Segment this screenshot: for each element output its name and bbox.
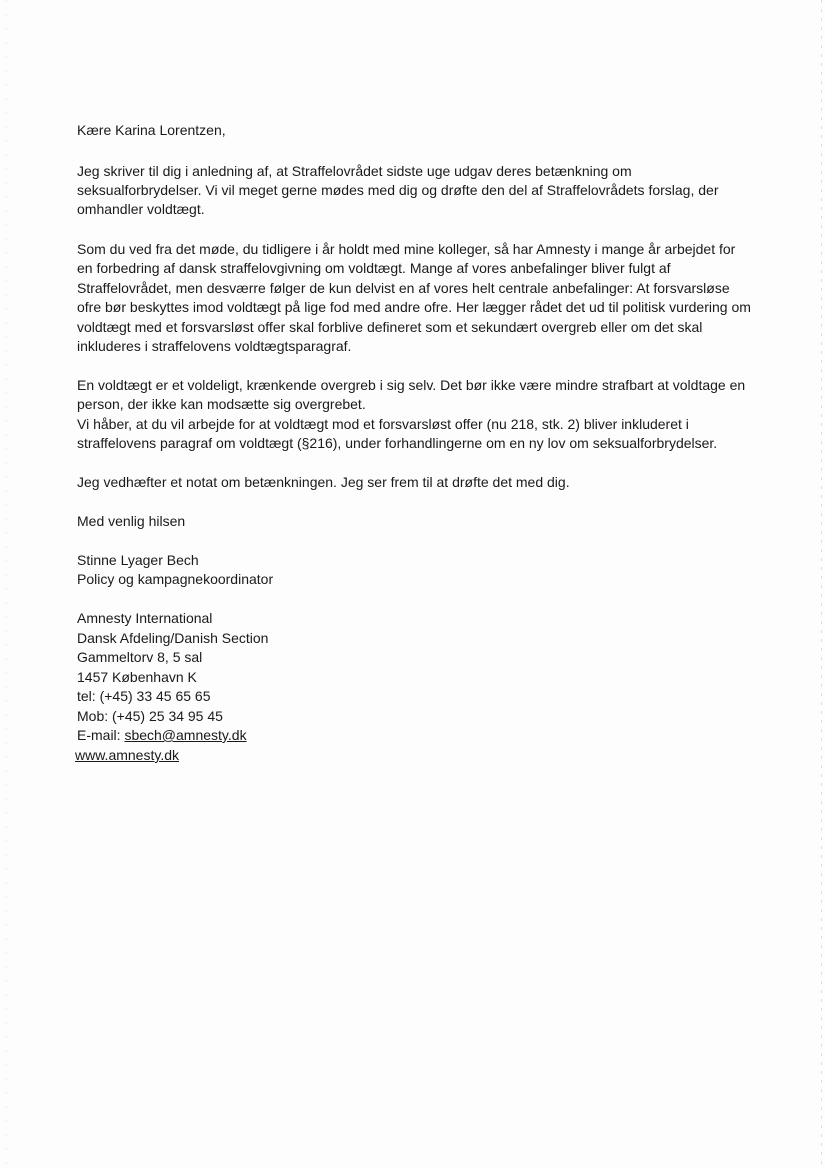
- paragraph-1-line-1: Jeg skriver til dig i anledning af, at Straffelovrådet sidste uge udgav deres betænkning om: [77, 163, 632, 179]
- paragraph-2-line-2: en forbedring af dansk straffelovgivning om voldtægt. Mange af vores anbefalinger bliver fulgt af: [77, 260, 671, 276]
- paragraph-2-line-5: voldtægt med et forsvarsløst offer skal forblive defineret som et sekundært overgreb eller om det skal: [77, 319, 703, 335]
- paragraph-2-line-6: inkluderes i straffelovens voldtægtsparagraf.: [77, 338, 352, 354]
- paragraph-2-line-3: Straffelovrådet, men desværre følger de kun delvist en af vores helt centrale anbefalinger: At forsvarsløse: [77, 280, 730, 296]
- address-mob: Mob: (+45) 25 34 95 45: [77, 708, 223, 724]
- address-city: 1457 København K: [77, 669, 197, 685]
- email-link[interactable]: sbech@amnesty.dk: [124, 727, 247, 743]
- paragraph-2-line-4: ofre bør beskyttes imod voldtægt på lige fod med andre ofre. Her lægger rådet det ud til politisk vurdering om: [77, 299, 751, 315]
- greeting: Kære Karina Lorentzen,: [77, 122, 226, 138]
- website-link[interactable]: www.amnesty.dk: [75, 747, 179, 763]
- paragraph-3-line-1: En voldtægt er et voldeligt, krænkende overgreb i sig selv. Det bør ikke være mindre strafbart at voldtage en: [77, 377, 746, 393]
- address-org: Amnesty International: [77, 610, 213, 626]
- signature-title: Policy og kampagnekoordinator: [77, 571, 274, 587]
- paragraph-4: Jeg vedhæfter et notat om betænkningen. Jeg ser frem til at drøfte det med dig.: [77, 474, 570, 490]
- paragraph-1-line-2: seksualforbrydelser. Vi vil meget gerne mødes med dig og drøfte den del af Straffelovrådets forslag, der: [77, 182, 719, 198]
- closing: Med venlig hilsen: [77, 513, 186, 529]
- paragraph-3-line-2: person, der ikke kan modsætte sig overgrebet.: [77, 396, 366, 412]
- scan-edge-right: [821, 0, 822, 1168]
- scan-edge-left: [6, 0, 7, 1168]
- paragraph-3-line-4: straffelovens paragraf om voldtægt (§216), under forhandlingerne om en ny lov om seksualforbrydelser.: [77, 435, 718, 451]
- paragraph-2-line-1: Som du ved fra det møde, du tidligere i år holdt med mine kolleger, så har Amnesty i mange år arbejdet for: [77, 241, 736, 257]
- address-tel: tel: (+45) 33 45 65 65: [77, 688, 211, 704]
- paragraph-3-line-3: Vi håber, at du vil arbejde for at voldtægt mod et forsvarsløst offer (nu 218, stk. 2) bliver inkluderet i: [77, 416, 689, 432]
- address-email-row: [77, 726, 247, 746]
- paragraph-1-line-3: omhandler voldtægt.: [77, 201, 205, 217]
- address-section: Dansk Afdeling/Danish Section: [77, 630, 269, 646]
- signature-name: Stinne Lyager Bech: [77, 552, 199, 568]
- email-label: E-mail:: [77, 727, 125, 743]
- address-street: Gammeltorv 8, 5 sal: [77, 649, 203, 665]
